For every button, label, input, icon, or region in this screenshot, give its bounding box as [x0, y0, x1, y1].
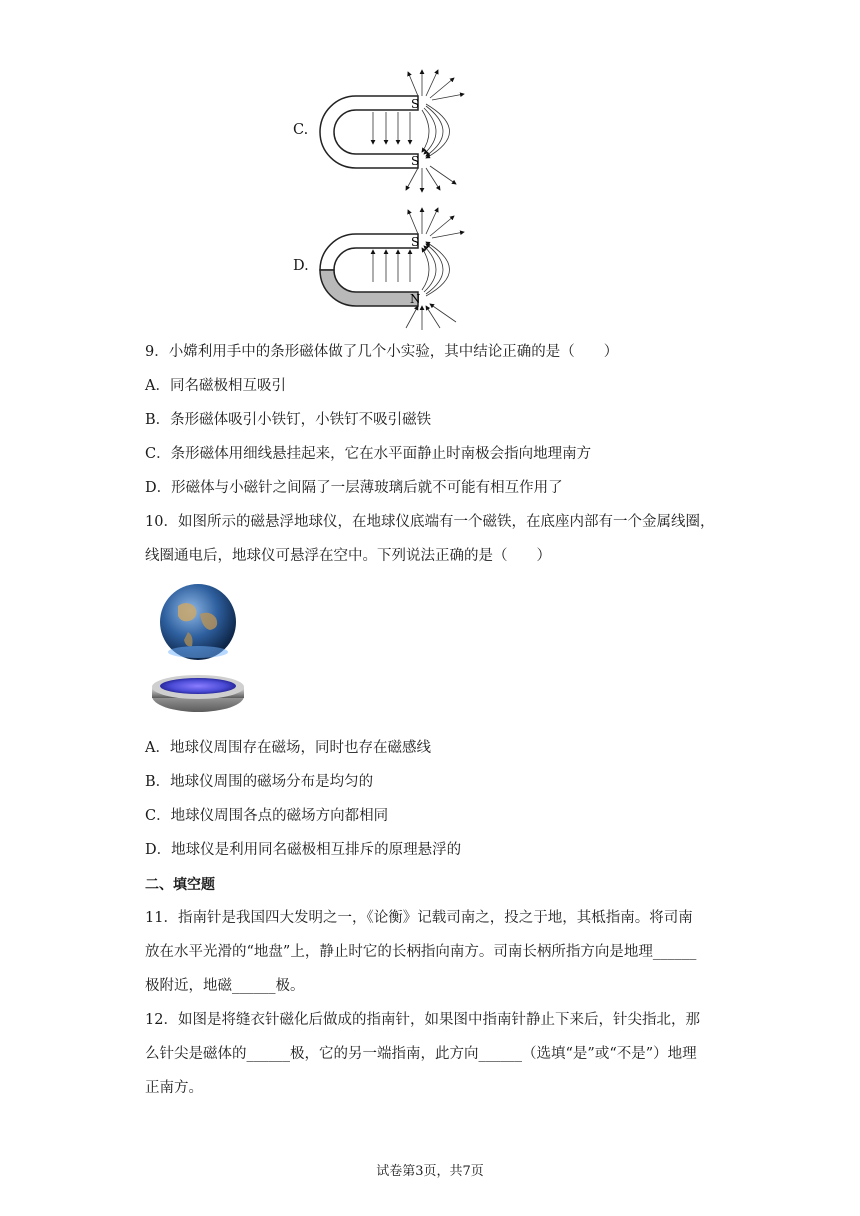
question-9-stem: 9．小嫦利用手中的条形磁体做了几个小实验，其中结论正确的是（ ）	[145, 344, 619, 360]
pole-label: S	[411, 235, 420, 249]
section-title: 二、填空题	[145, 877, 215, 893]
question-9-option-c: C．条形磁体用细线悬挂起来，它在水平面静止时南极会指向地理南方	[145, 446, 592, 462]
question-12-line-1: 12．如图是将缝衣针磁化后做成的指南针，如果图中指南针静止下来后，针尖指北，那	[145, 1012, 700, 1028]
question-12-line-2: 么针尖是磁体的______极，它的另一端指南，此方向______（选填“是”或“不是”）地理	[145, 1046, 697, 1062]
question-11-line-1: 11．指南针是我国四大发明之一，《论衡》记载司南之，投之于地，其柢指南。将司南	[145, 910, 693, 926]
question-10-stem-line-2: 线圈通电后，地球仪可悬浮在空中。下列说法正确的是（ ）	[145, 548, 551, 564]
pole-label: N	[410, 292, 421, 306]
question-11-line-3: 极附近，地磁______极。	[145, 978, 305, 994]
question-9-option-d: D．形磁体与小磁针之间隔了一层薄玻璃后就不可能有相互作用了	[145, 480, 563, 496]
question-12-line-3: 正南方。	[145, 1080, 203, 1096]
pole-label: S	[411, 97, 420, 111]
page-footer: 试卷第3页，共7页	[376, 1164, 484, 1179]
question-9-option-b: B．条形磁体吸引小铁钉，小铁钉不吸引磁铁	[145, 412, 432, 428]
question-9-option-a: A．同名磁极相互吸引	[145, 378, 286, 394]
question-10-option-a: A．地球仪周围存在磁场，同时也存在磁感线	[145, 740, 431, 756]
question-10-stem-line-1: 10．如图所示的磁悬浮地球仪，在地球仪底端有一个磁铁，在底座内部有一个金属线圈，	[145, 514, 715, 530]
question-10-option-c: C．地球仪周围各点的磁场方向都相同	[145, 808, 389, 824]
pole-label: S	[411, 154, 420, 168]
question-10-option-b: B．地球仪周围的磁场分布是均匀的	[145, 774, 374, 790]
question-10-option-d: D．地球仪是利用同名磁极相互排斥的原理悬浮的	[145, 842, 462, 858]
question-11-line-2: 放在水平光滑的“地盘”上，静止时它的长柄指向南方。司南长柄所指方向是地理______	[145, 944, 697, 960]
maglev-globe-image	[148, 584, 248, 720]
horseshoe-magnet-figure-d	[318, 204, 478, 334]
option-d-label: D.	[293, 258, 309, 274]
option-c-label: C.	[293, 122, 309, 138]
horseshoe-magnet-figure-c	[318, 66, 478, 196]
